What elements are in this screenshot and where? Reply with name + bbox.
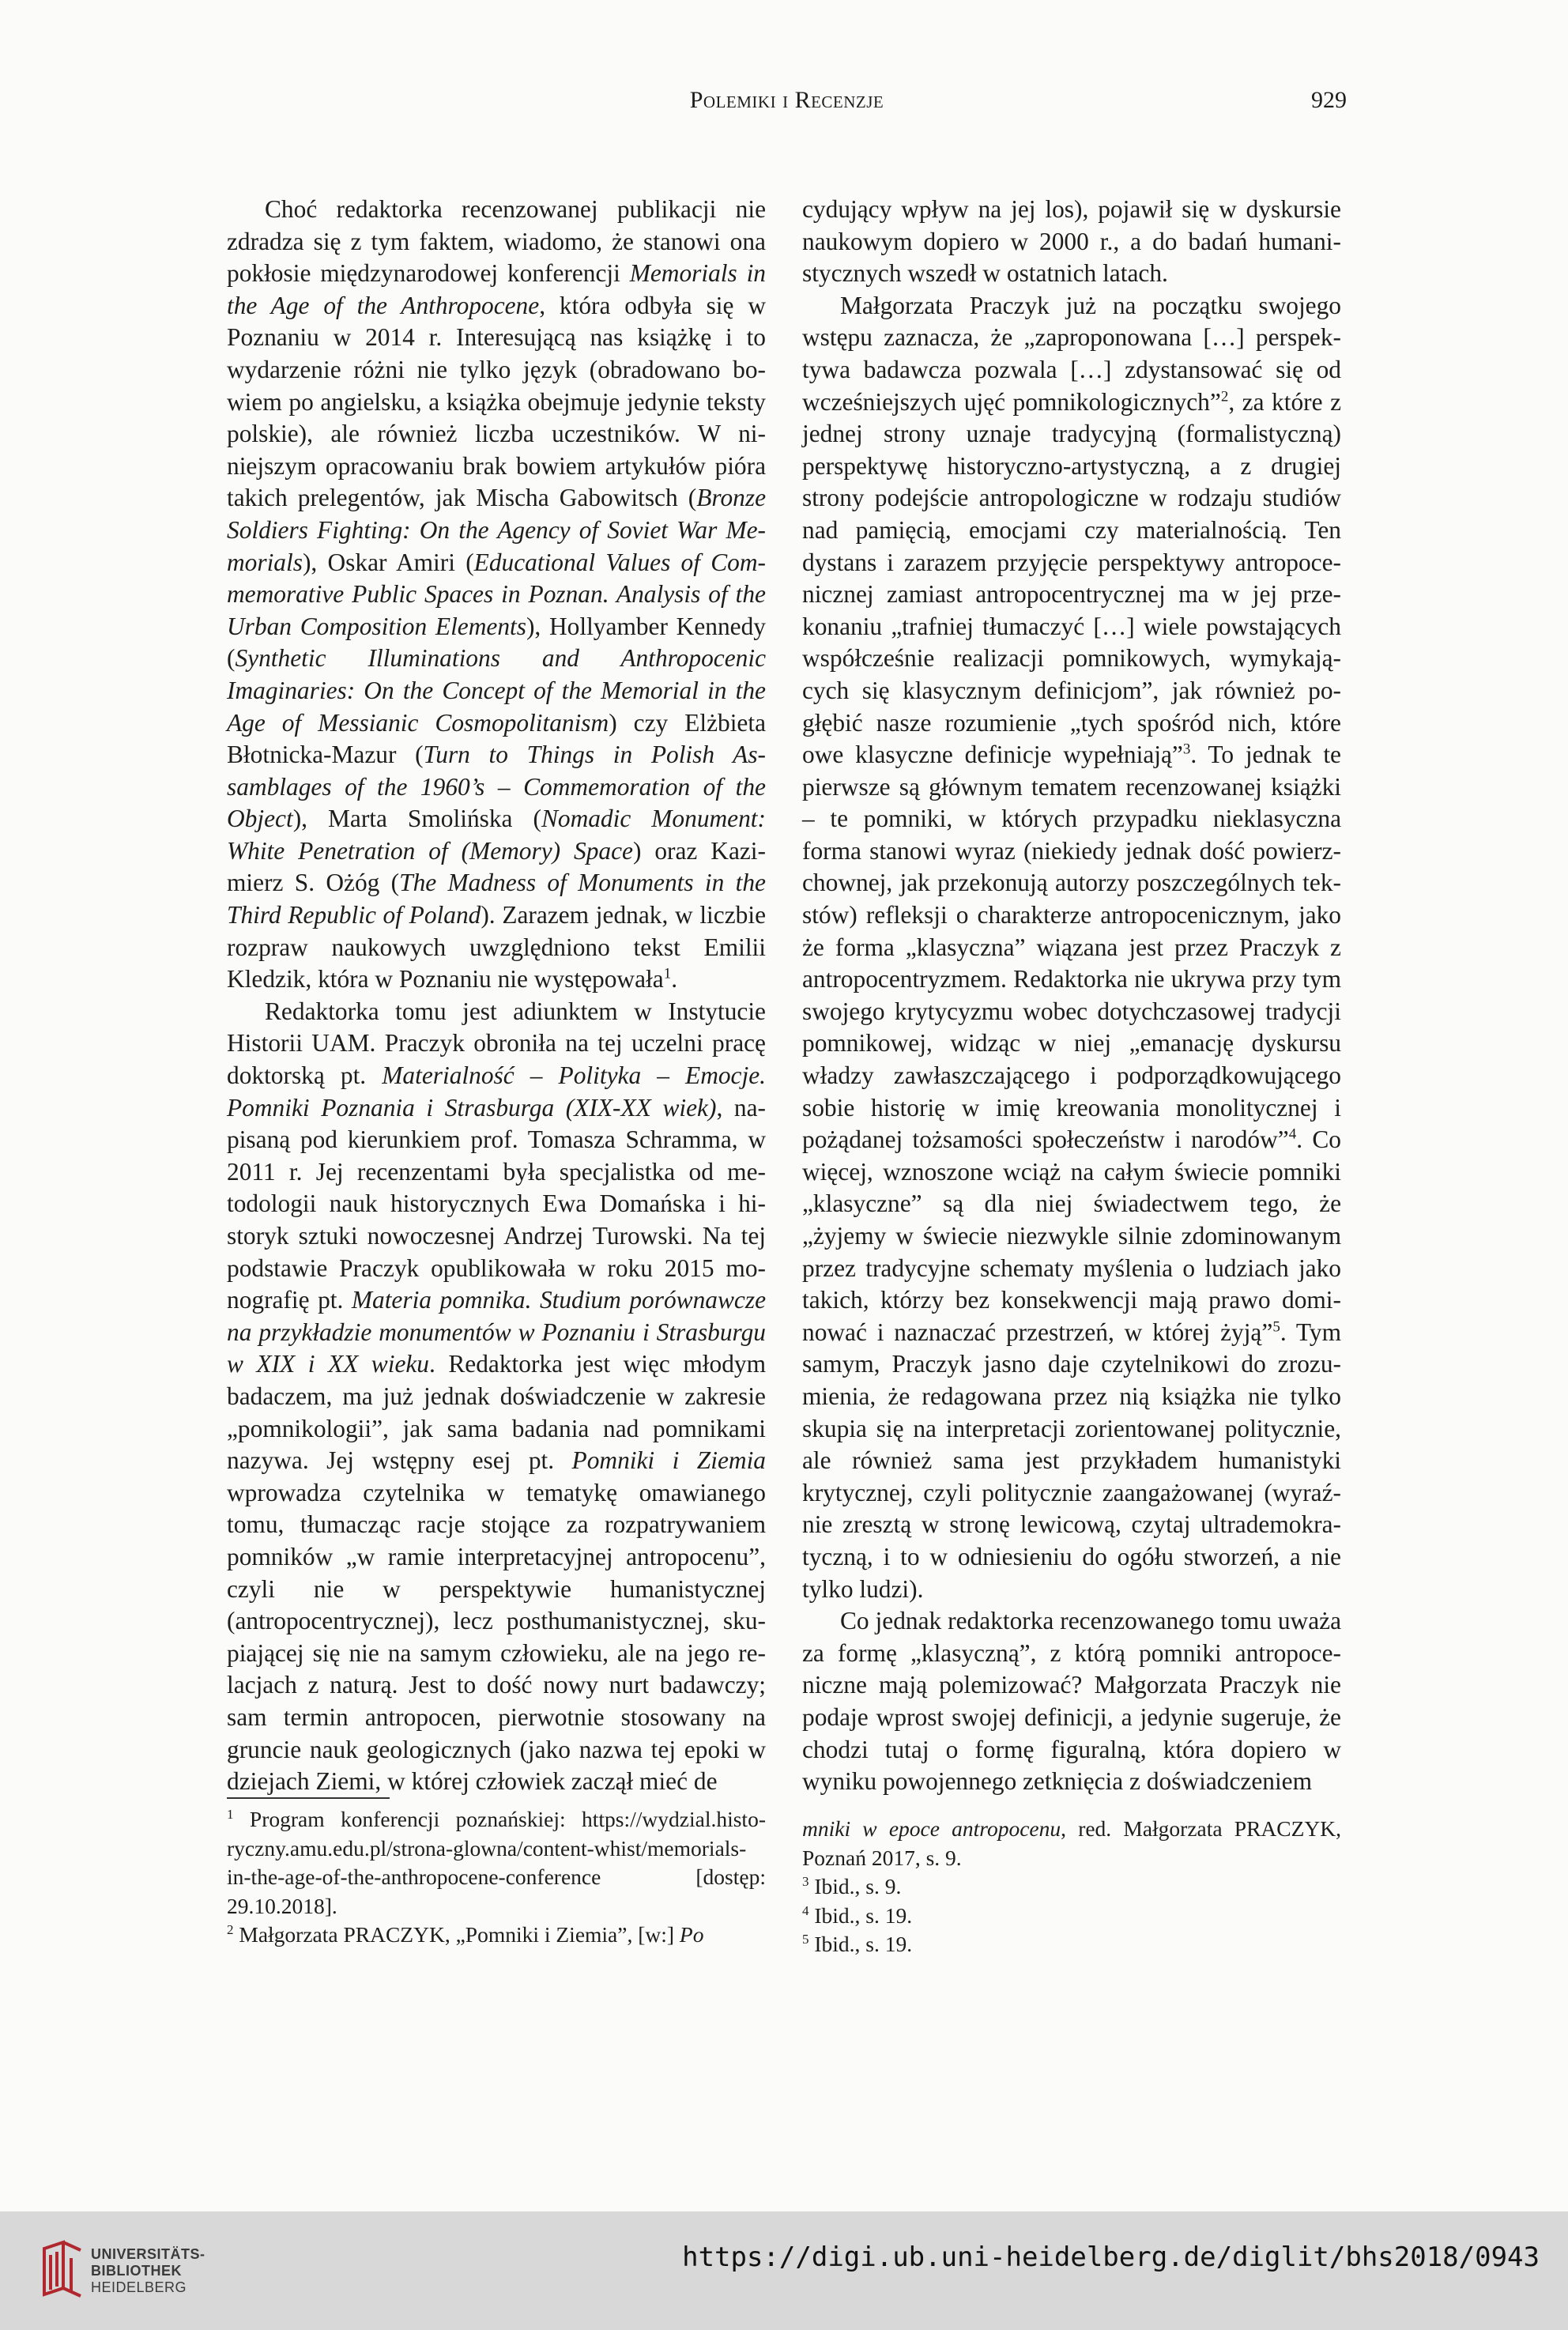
paragraph <box>802 1605 1341 1798</box>
text-span: wprowadza czytelnika w tematykę omawianego tomu, tłumacząc racje stojące za rozpatrywaniem pomników „w ramie interpretacyjnej antropocenu”, czyli nie w perspektywie humanistycznej (antropocentrycznej), lecz posthumanistycznej, skupiającej się nie na samym człowieku, ale na jego relacjach z naturą. Jest to dość nowy nurt badawczy; sam termin antropocen, pierwotnie stosowany na gruncie nauk geologicznych (jako nazwa tej epoki w dziejach Ziemi, w której człowiek zaczął mieć de <box>227 1478 766 1796</box>
footnote-2 <box>227 1921 766 1950</box>
text-span: . Co więcej, wznoszone wciąż na całym świecie pomniki „klasyczne” są dla niej świadectwem tego, że „żyjemy w świecie niezwykle silnie zdominowanym przez tradycyjne schematy myślenia o ludziach jako takich, którzy bez konsekwencji mają prawo dominować i naznaczać przestrzeń, w której żyją” <box>802 1125 1341 1346</box>
footnote-1 <box>227 1805 766 1921</box>
footnote-ref[interactable]: 2 <box>1220 388 1229 405</box>
logo-line: BIBLIOTHEK <box>91 2263 182 2279</box>
text-span: , za które z jednej strony uznaje tradycyjną (formalistyczną) perspektywę historyczno-artystyczną, a z drugiej strony podejście antropologiczne w rodzaju studiów nad pamięcią, emocjami czy materialnością. Ten dystans i zarazem przyjęcie perspektywy antropocenicznej zamiast antropocentrycznej ma w jej przekonaniu „trafniej tłumaczyć […] wiele powstających współcześnie realizacji pomnikowych, wymykających się klasycznym definicjom”, jak również pogłębić nasze rozumienie „tych spośród nich, które owe klasyczne definicje wypełniają” <box>802 387 1342 769</box>
footnote-2-continued <box>802 1815 1341 1872</box>
italic-title: Synthetic Illuminations and Anthropocenic Imaginaries: On the Concept of the Memorial in the Age of Messianic Cosmopolitanism <box>227 644 766 737</box>
paragraph <box>227 996 766 1798</box>
italic-title: Turn to Things in Polish Assamblages of the 1960’s – Commemoration of the Object <box>227 741 766 833</box>
footnote-ref[interactable]: 1 <box>663 965 672 982</box>
text-span: . Tym samym, Praczyk jasno daje czytelnikowi do zrozumienia, że redagowana przez nią książka nie tylko skupia się na interpretacji zorientowanej politycznie, ale również sama jest przykładem humanistyki krytycznej, czyli politycznie zaangażowanej (wyraźnie zresztą w stronę lewicową, czytaj ultrademokratyczną, i to w odniesieniu do ogółu stworzeń, a nie tylko ludzi). <box>802 1318 1341 1603</box>
footnote-3 <box>802 1872 1341 1902</box>
text-span: Redaktorka tomu jest adiunktem w Instytucie Historii UAM. Praczyk obroniła na tej uczelni pracę doktorską pt. <box>227 997 766 1090</box>
footnotes-right <box>802 1815 1341 1959</box>
footnote-ref[interactable]: 3 <box>1182 741 1191 758</box>
footnote-ref[interactable]: 4 <box>1288 1125 1297 1143</box>
footnote-number: 4 <box>802 1902 809 1918</box>
footnote-separator <box>227 1797 390 1799</box>
page-header <box>227 87 1347 119</box>
italic-title: The Madness of Monuments in the Third Republic of Poland <box>227 869 766 929</box>
text-span: , która odbyła się w Poznaniu w 2014 r. Interesującą nas książkę i to wydarzenie różni nie tylko język (obradowano bowiem po angielsku, a książka obejmuje jedynie teksty polskie), ale również liczba uczestników. W niniejszym opracowaniu brak bowiem artykułów pióra takich prelegentów, jak Mischa Gabowitsch ( <box>227 291 766 512</box>
page-number: 929 <box>1311 87 1347 113</box>
footnote-text: Małgorzata PRACZYK, „Pomniki i Ziemia”, [w:] <box>233 1922 680 1947</box>
text-span: . Redaktorka jest więc młodym badaczem, ma już jednak doświadczenie w zakresie „pomnikologii”, jak sama badania nad pomnikami nazywa. Jej wstępny esej pt. <box>227 1350 766 1475</box>
library-logo-text <box>91 2246 205 2296</box>
footnote-number: 5 <box>802 1931 809 1947</box>
text-span: , napisaną pod kierunkiem prof. Tomasza Schramma, w 2011 r. Jej recenzentami była specjalistka od metodologii nauk historycznych Ewa Domańska i historyk sztuki nowoczesnej Andrzej Turowski. Na tej podstawie Praczyk opublikowała w roku 2015 monografię pt. <box>227 1093 767 1314</box>
footnote-4 <box>802 1902 1341 1931</box>
text-span: ). Zarazem jednak, w liczbie rozpraw naukowych uwzględniono tekst Emilii Kledzik, która w Poznaniu nie występowała <box>227 901 766 993</box>
footnote-text: Ibid., s. 19. <box>808 1902 913 1928</box>
text-column-left <box>227 194 766 1798</box>
running-head: Polemiki i Recenzje <box>689 87 884 113</box>
footnotes-left <box>227 1805 766 1950</box>
text-span: ) czy Elżbieta Błotnicka-Mazur ( <box>227 708 767 769</box>
text-span: . To jednak te pierwsze są głównym tematem recenzowanej książki – te pomniki, w których przypadku nieklasyczna forma stanowi wyraz (niekiedy jednak dość powierzchownej, jak przekonują autorzy poszczególnych tekstów) refleksji o charakterze antropocenicznym, jako że forma „klasyczna” wiązana jest przez Praczyk z antropocentryzmem. Redaktorka nie ukrywa przy tym swojego krytycyzmu wobec dotychczasowej tradycji pomnikowej, widząc w niej „emanację dyskursu władzy zawłaszczającego i podporządkowującego sobie historię w imię kreowania monolitycznej i pożądanej tożsamości społeczeństw i narodów” <box>802 741 1341 1154</box>
library-logo-icon <box>40 2239 85 2302</box>
footnote-text: Ibid., s. 19. <box>808 1932 913 1956</box>
italic-title: Educational Values of Commemorative Public Spaces in Poznan. Analysis of the Urban Composition Elements <box>227 548 766 640</box>
text-span: Małgorzata Praczyk już na początku swojego wstępu zaznacza, że „zaproponowana […] perspektywa badawcza pozwala […] zdystansować się od wcześniejszych ujęć pomnikologicznych” <box>802 291 1341 416</box>
italic-title: Pomniki i Ziemia <box>571 1446 766 1475</box>
footnote-number: 2 <box>227 1921 234 1937</box>
text-span: ) oraz Kazimierz S. Ożóg ( <box>227 836 766 897</box>
text-span: ), Hollyamber Kennedy ( <box>227 612 766 673</box>
italic-title: Materialność – Polityka – Emocje. Pomniki Poznania i Strasburga (XIX-XX wiek) <box>227 1061 766 1122</box>
italic-title: Materia pomnika. Studium porównawcze na przykładzie monumentów w Poznaniu i Strasburgu w XIX i XX wieku <box>227 1286 766 1378</box>
footnote-text: Ibid., s. 9. <box>808 1874 902 1898</box>
text-span: Choć redaktorka recenzowanej publikacji nie zdradza się z tym faktem, wiadomo, że stanowi ona pokłosie międzynarodowej konferencji <box>227 195 766 288</box>
footnote-italic: mniki w epoce antropocenu <box>802 1816 1061 1841</box>
footnote-number: 3 <box>802 1873 809 1889</box>
footnote-text: Program konferencji poznańskiej: https://wydzial.historyczny.amu.edu.pl/strona-glowna/content-whist/memorials-in-the-age-of-the-anthropocene-conference [dostęp: 29.10.2018]. <box>227 1807 766 1918</box>
permalink-url[interactable]: https://digi.ub.uni-heidelberg.de/diglit/bhs2018/0943 <box>682 2241 1540 2273</box>
paragraph <box>802 290 1341 1605</box>
logo-line: HEIDELBERG <box>91 2279 187 2295</box>
text-span: . <box>671 965 678 993</box>
logo-line: UNIVERSITÄTS- <box>91 2246 205 2262</box>
footnote-5 <box>802 1930 1341 1959</box>
viewer-footer <box>0 2211 1568 2330</box>
paragraph <box>227 194 766 996</box>
text-column-right <box>802 194 1341 1798</box>
footnote-italic: Po <box>679 1922 704 1947</box>
text-span: cydujący wpływ na jej los), pojawił się w dyskursie naukowym dopiero w 2000 r., a do badań humanistycznych wszedł w ostatnich latach. <box>802 195 1341 288</box>
text-span: Co jednak redaktorka recenzowanego tomu uważa za formę „klasyczną”, z którą pomniki antropoceniczne mają polemizować? Małgorzata Praczyk nie podaje wprost swojej definicji, a jedynie sugeruje, że chodzi tutaj o formę figuralną, która dopiero w wyniku powojennego zetknięcia z doświadczeniem <box>802 1607 1341 1796</box>
italic-title: Nomadic Monument: White Penetration of (Memory) Space <box>227 805 766 865</box>
italic-title: Memorials in the Age of the Anthropocene <box>227 259 766 319</box>
footnote-number: 1 <box>227 1806 234 1822</box>
italic-title: Bronze Soldiers Fighting: On the Agency of Soviet War Memorials <box>227 484 766 576</box>
footnote-text: , red. Małgorzata PRACZYK, Poznań 2017, s. 9. <box>802 1816 1342 1870</box>
paragraph <box>802 194 1341 290</box>
text-span: ), Marta Smolińska ( <box>292 805 541 833</box>
footnote-ref[interactable]: 5 <box>1272 1318 1280 1336</box>
text-span: ), Oskar Amiri ( <box>302 548 474 576</box>
